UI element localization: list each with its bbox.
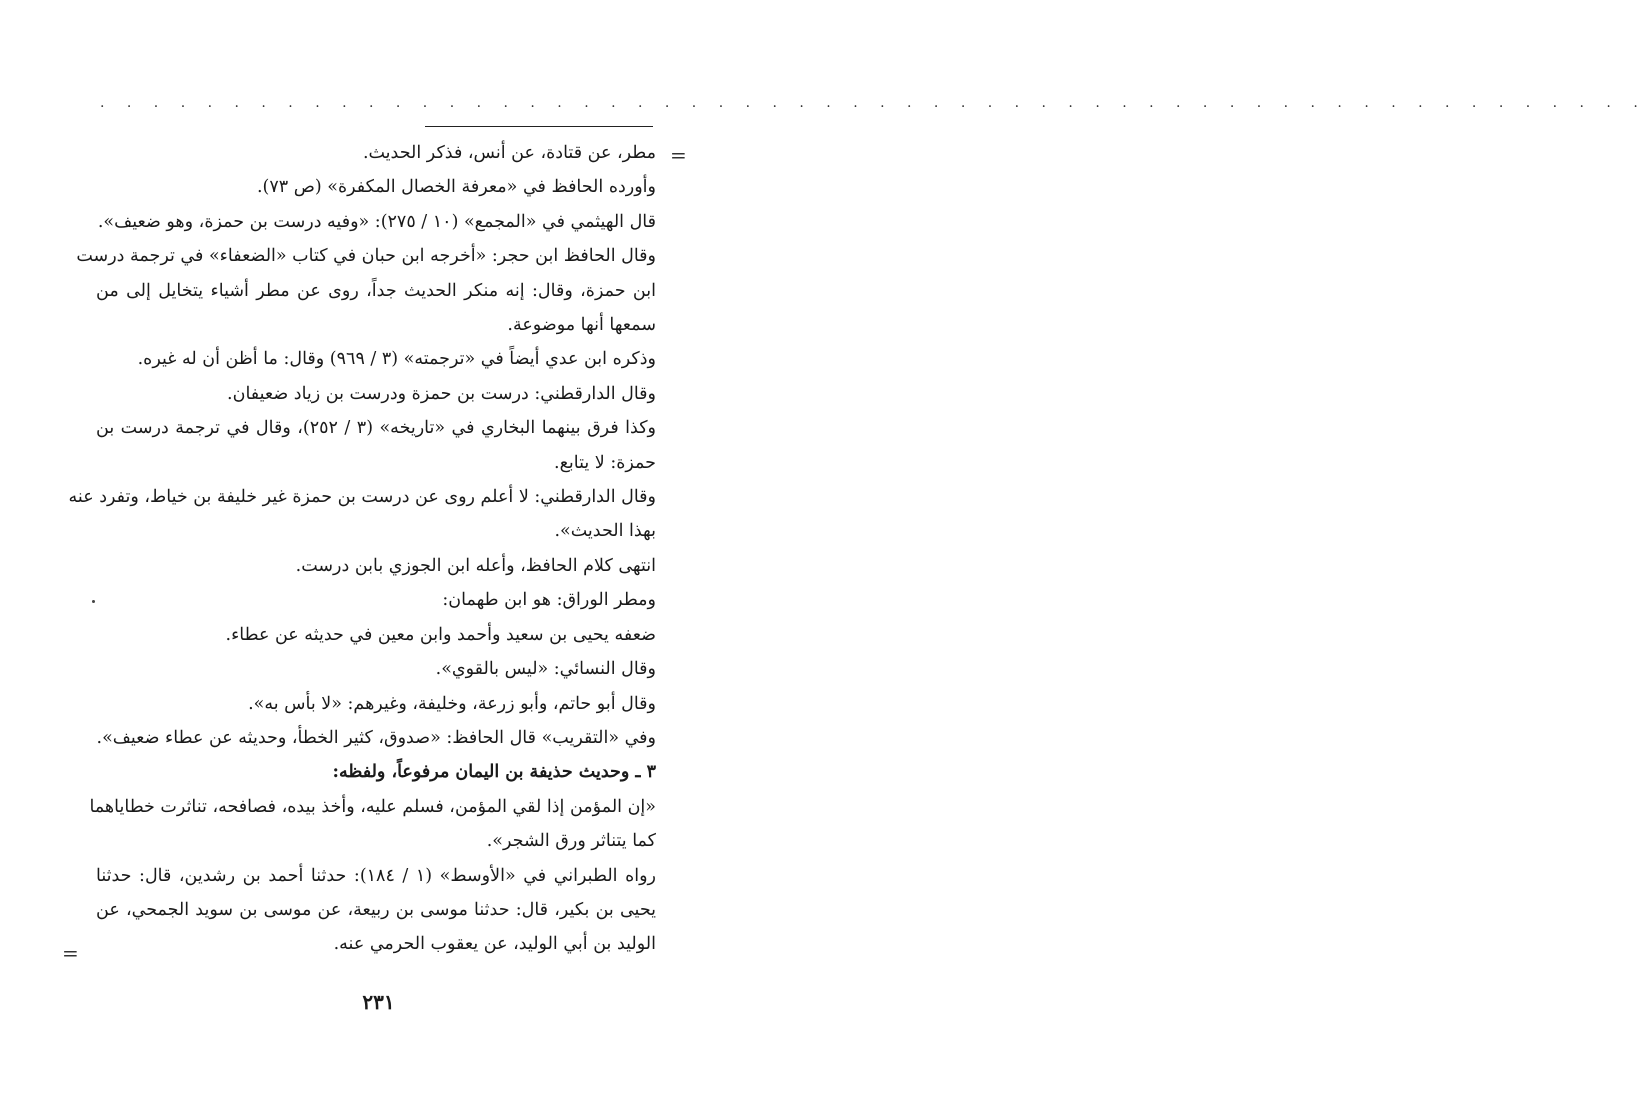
text-line: وقال الدارقطني: درست بن حمزة ودرست بن زياد ضعيفان. [227,383,656,404]
text-line: ومطر الوراق: هو ابن طهمان: [442,590,656,611]
text-line: حمزة: لا يتابع. [554,452,656,473]
text-line: وقال النسائي: «ليس بالقوي». [435,659,656,680]
page-number: ٢٣١ [362,990,395,1014]
text-line: سمعها أنها موضوعة. [507,315,656,336]
scan-speck [92,600,95,603]
section-heading: ٣ ـ وحديث حذيفة بن اليمان مرفوعاً، ولفظه: [332,762,656,783]
text-line: بهذا الحديث». [554,521,656,542]
text-line: وأورده الحافظ في «معرفة الخصال المكفرة» (ص ٧٣). [256,177,656,198]
text-line: رواه الطبراني في «الأوسط» (١ / ١٨٤): حدثنا أحمد بن رشدين، قال: حدثنا [96,865,656,886]
text-line: وقال الحافظ ابن حجر: «أخرجه ابن حبان في كتاب «الضعفاء» في ترجمة درست [76,246,656,267]
text-line: الوليد بن أبي الوليد، عن يعقوب الحرمي عنه. [333,934,656,955]
footnote-separator-rule [425,126,653,127]
text-line: ضعفه يحيى بن سعيد وأحمد وابن معين في حديثه عن عطاء. [225,624,656,645]
text-line: وكذا فرق بينهما البخاري في «تاريخه» (٣ / ٢٥٢)، وقال في ترجمة درست بن [96,418,656,439]
header-dotted-line: . . . . . . . . . . . . . . . . . . . . . . . . . . . . . . . . . . . . . . . . . . . . . . . . . . . . . . . . . . [100,95,1647,111]
text-line: قال الهيثمي في «المجمع» (١٠ / ٢٧٥): «وفيه درست بن حمزة، وهو ضعيف». [97,211,656,232]
text-line: ابن حمزة، وقال: إنه منكر الحديث جداً، روى عن مطر أشياء يتخايل إلى من [96,280,656,301]
margin-mark-bottom: = [62,941,79,965]
text-line: كما يتناثر ورق الشجر». [486,831,656,852]
text-line: «إن المؤمن إذا لقي المؤمن، فسلم عليه، وأخذ بيده، فصافحه، تناثرت خطاياهما [89,796,656,817]
text-line: وفي «التقريب» قال الحافظ: «صدوق، كثير الخطأ، وحديثه عن عطاء ضعيف». [96,727,656,748]
text-line: مطر، عن قتادة، عن أنس، فذكر الحديث. [362,143,656,163]
page-body [68,136,656,962]
text-line: وقال أبو حاتم، وأبو زرعة، وخليفة، وغيرهم: «لا بأس به». [248,693,656,714]
margin-mark-top: = [670,143,687,167]
text-line: وذكره ابن عدي أيضاً في «ترجمته» (٣ / ٩٦٩) وقال: ما أظن أن له غيره. [137,349,656,370]
text-line: يحيى بن بكير، قال: حدثنا موسى بن ربيعة، عن موسى بن سويد الجمحي، عن [96,899,656,920]
text-line: انتهى كلام الحافظ، وأعله ابن الجوزي بابن درست. [295,555,656,576]
text-line: وقال الدارقطني: لا أعلم روى عن درست بن حمزة غير خليفة بن خياط، وتفرد عنه [68,487,656,508]
